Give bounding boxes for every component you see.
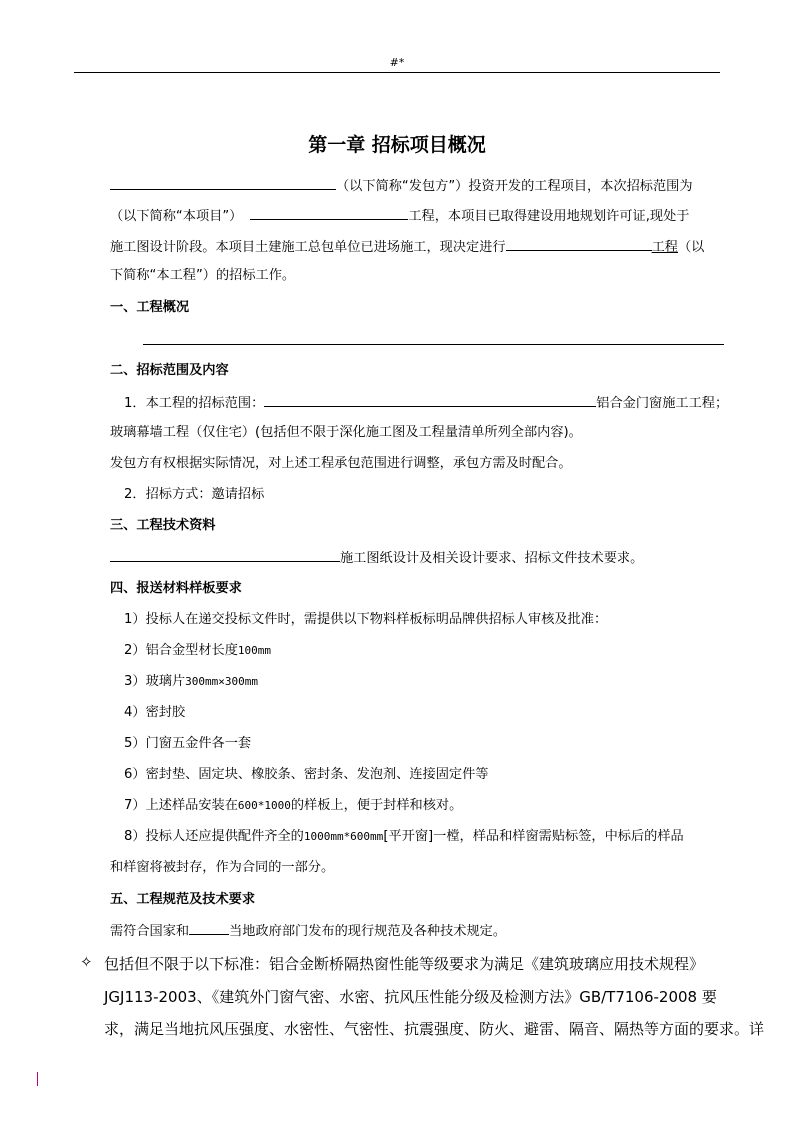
section-1-heading: 一、工程概况 [110,300,190,315]
page-header: #* [389,56,405,69]
intro-line-4: 下简称“本工程”）的招标工作。 [110,268,296,283]
sample-item-5: 5）门窗五金件各一套 [124,736,252,751]
sample-item-1: 1）投标人在递交投标文件时，需提供以下物料样板标明品牌供招标人审核及批准： [124,612,608,627]
section-3-heading: 三、工程技术资料 [110,518,216,533]
section-5-p1 [110,920,506,942]
sample-item-2-text: 2）铝合金型材长度 [124,643,238,658]
bullet-icon: ✧ [80,953,93,971]
sample-item-8-text-a: 8）投标人还应提供配件齐全的 [124,829,304,844]
sample-item-7-text-b: 的样板上，便于封样和核对。 [290,798,463,813]
sample-item-2-size: 100mm [237,644,272,657]
standards-line-2: JGJ113-2003、《建筑外门窗气密、水密、抗风压性能分级及检测方法》GB/T7106-2008 要 [104,988,717,1006]
sample-item-7-size: 600*1000 [237,799,291,812]
intro-text-2b: 工程，本项目已取得建设用地规划许可证,现处于 [408,209,690,224]
sample-item-6: 6）密封垫、固定块、橡胶条、密封条、发泡剂、连接固定件等 [124,767,489,782]
sample-item-8 [124,827,684,847]
section-3-p1 [110,547,643,569]
sample-item-8-size: 1000mm*600mm [303,830,384,843]
standards-line-1: 包括但不限于以下标准：铝合金断桥隔热窗性能等级要求为满足《建筑玻璃应用技术规程》 [104,955,705,973]
intro-line-3 [110,236,704,258]
section-2-heading: 二、招标范围及内容 [110,363,229,378]
intro-text-2a: （以下简称“本项目”） [110,209,243,224]
section-5-text-b: 当地政府部门发布的现行规范及各种技术规定。 [229,924,507,939]
sample-item-7-text-a: 7）上述样品安装在 [124,798,238,813]
header-rule [74,72,720,73]
intro-text-1: （以下简称“发包方”）投资开发的工程项目，本次招标范围为 [336,179,693,194]
section-5-text-a: 需符合国家和 [110,924,190,939]
intro-text-3b: 工程 [651,240,678,255]
sample-item-3 [124,672,258,692]
section-3-text: 施工图纸设计及相关设计要求、招标文件技术要求。 [340,551,644,566]
sample-item-3-size: 300mm×300mm [185,675,258,688]
sample-item-4: 4）密封胶 [124,705,186,720]
section-4-heading: 四、报送材料样板要求 [110,581,242,596]
section-5-heading: 五、工程规范及技术要求 [110,892,256,907]
standards-line-3: 求，满足当地抗风压强度、水密性、气密性、抗震强度、防火、避雷、隔音、隔热等方面的要求。详 [104,1020,765,1038]
sample-item-8-cont: 和样窗将被封存，作为合同的一部分。 [110,860,335,875]
section-2-p2: 玻璃幕墙工程（仅住宅）(包括但不限于深化施工图及工程量清单所列全部内容)。 [110,425,582,440]
intro-line-2 [110,205,690,227]
margin-marker [37,1072,38,1086]
chapter-title: 第一章 招标项目概况 [308,134,486,156]
blank-field [110,175,336,190]
intro-text-3a: 施工图设计阶段。本项目土建施工总包单位已进场施工，现决定进行 [110,240,506,255]
section-2-p3: 发包方有权根据实际情况，对上述工程承包范围进行调整，承包方需及时配合。 [110,456,572,471]
blank-field [189,920,229,935]
intro-text-3c: （以 [678,240,705,255]
blank-field [110,547,340,562]
sample-item-7 [124,796,462,816]
section-1-blank-line [143,344,724,345]
blank-field [250,205,408,220]
section-2-p4: 2．招标方式：邀请招标 [124,487,265,502]
sample-item-2 [124,641,271,661]
blank-field [506,236,652,251]
section-2-p1 [124,392,728,414]
sample-item-3-text: 3）玻璃片 [124,674,186,689]
scope-text: 铝合金门窗施工工程； [596,396,729,411]
blank-field [264,392,596,407]
sample-item-8-text-b: [平开窗]一樘，样品和样窗需贴标签，中标后的样品 [383,829,684,844]
scope-label: 1．本工程的招标范围： [124,396,265,411]
intro-line-1 [110,175,693,197]
